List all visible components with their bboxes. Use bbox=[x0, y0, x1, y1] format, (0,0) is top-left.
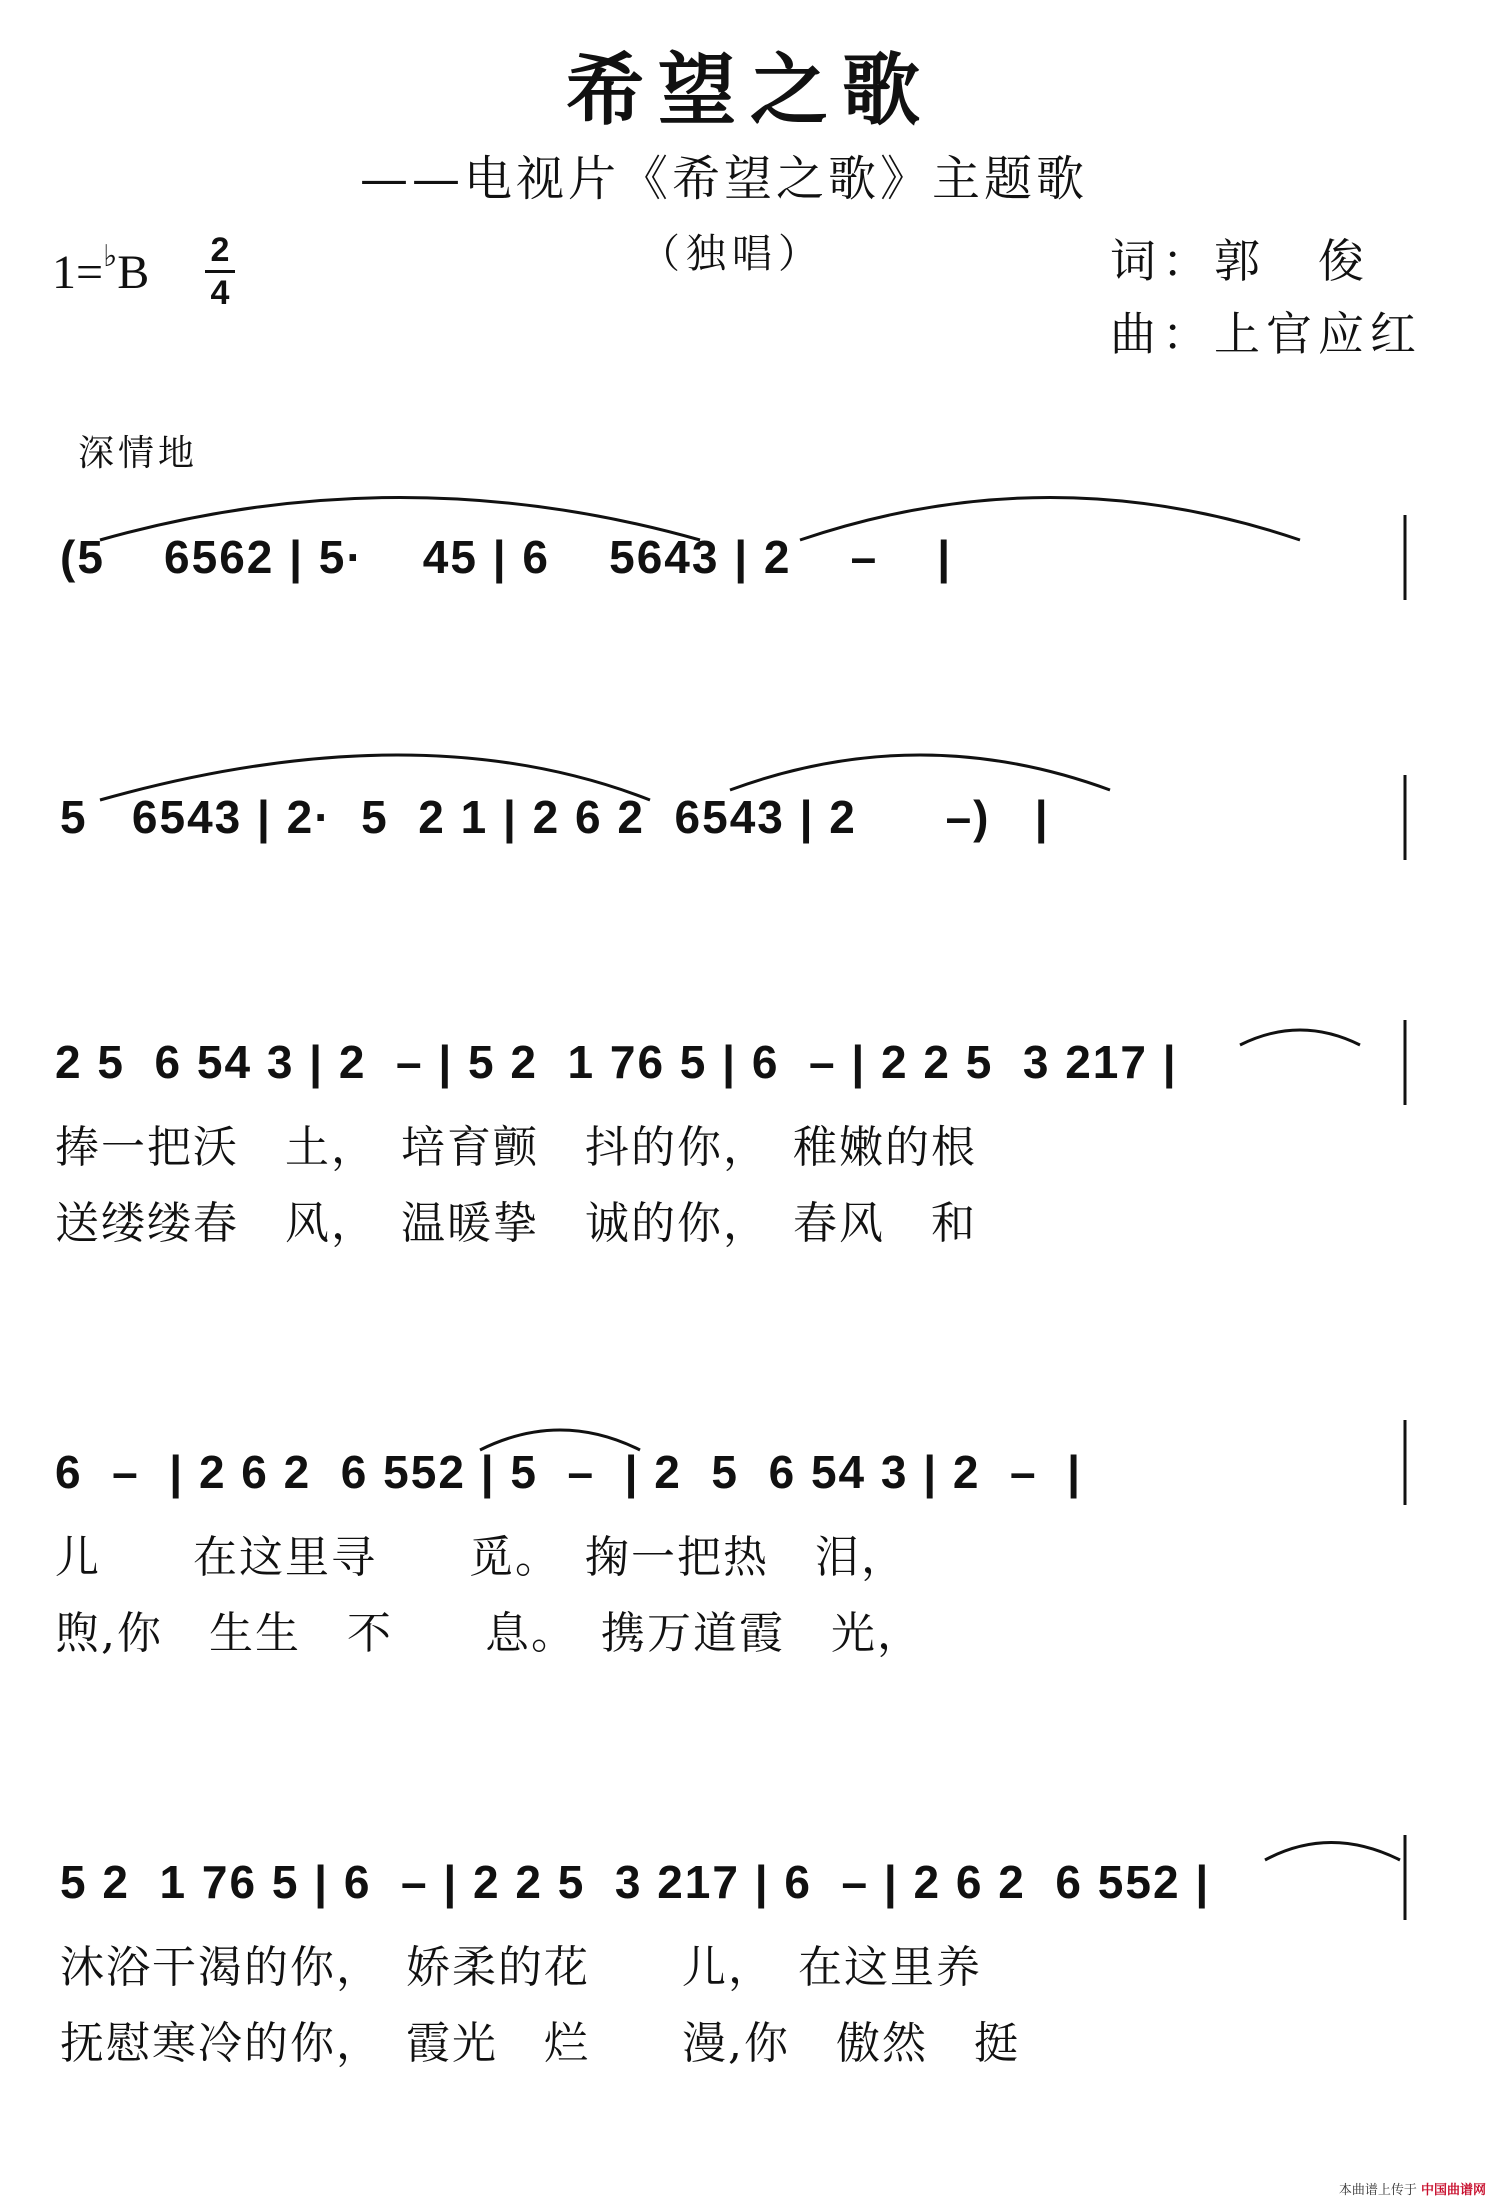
system-5-lyrics-verse-1: 沐浴干渴的你， 娇柔的花 儿， 在这里养 bbox=[60, 1942, 982, 1993]
footer-watermark bbox=[1339, 2179, 1486, 2198]
system-3-lyrics-verse-1: 捧一把沃 土， 培育颤 抖的你， 稚嫩的根 bbox=[55, 1122, 977, 1173]
system-3-lyrics-verse-2: 送缕缕春 风， 温暖挚 诚的你， 春风 和 bbox=[55, 1198, 977, 1249]
footer-uploader-text: 本曲谱上传于 bbox=[1338, 2183, 1417, 2198]
system-4-lyrics-verse-2: 煦,你 生生 不 息。 携万道霞 光， bbox=[55, 1608, 923, 1659]
slur bbox=[1240, 1030, 1360, 1045]
expression-marking: 深情地 bbox=[78, 433, 199, 474]
flat-sign: ♭ bbox=[103, 240, 118, 273]
lyricist-credit: 词：郭 俊 bbox=[1110, 234, 1370, 288]
slur bbox=[1265, 1843, 1400, 1861]
system-3-notes: 2 5 6 54 3 | 2 – | 5 2 1 76 5 | 6 – | 2 2 5 3 217 | bbox=[55, 1036, 1178, 1088]
performance-type: （独唱） bbox=[640, 231, 824, 277]
slur bbox=[100, 755, 650, 800]
key-prefix: 1= bbox=[52, 246, 104, 299]
site-logo: 中国曲谱网 bbox=[1420, 2183, 1486, 2198]
song-title: 希望之歌 bbox=[565, 45, 934, 136]
system-1-notes: (5 6562 | 5· 45 | 6 5643 | 2 – | bbox=[60, 531, 953, 583]
system-4-lyrics-verse-1: 儿 在这里寻 觅。 掬一把热 泪， bbox=[55, 1532, 907, 1583]
composer-credit: 曲：上官应红 bbox=[1110, 307, 1422, 361]
meter-top: 2 bbox=[210, 231, 230, 269]
system-5-notes: 5 2 1 76 5 | 6 – | 2 2 5 3 217 | 6 – | 2 6 2 6 552 | bbox=[60, 1856, 1211, 1908]
slur bbox=[730, 755, 1110, 790]
system-5-lyrics-verse-2: 抚慰寒冷的你， 霞光 烂 漫,你 傲然 挺 bbox=[60, 2018, 1020, 2069]
slur bbox=[800, 498, 1300, 541]
slur bbox=[480, 1430, 640, 1450]
system-4-notes: 6 – | 2 6 2 6 552 | 5 – | 2 5 6 54 3 | 2 – | bbox=[55, 1446, 1083, 1498]
song-subtitle: ——电视片《希望之歌》主题歌 bbox=[360, 151, 1089, 207]
slur bbox=[100, 498, 700, 541]
meter-bottom: 4 bbox=[210, 274, 230, 312]
system-2-notes: 5 6543 | 2· 5 2 1 | 2 6 2 6543 | 2 –) | bbox=[60, 791, 1050, 843]
key-note: B bbox=[117, 246, 150, 299]
